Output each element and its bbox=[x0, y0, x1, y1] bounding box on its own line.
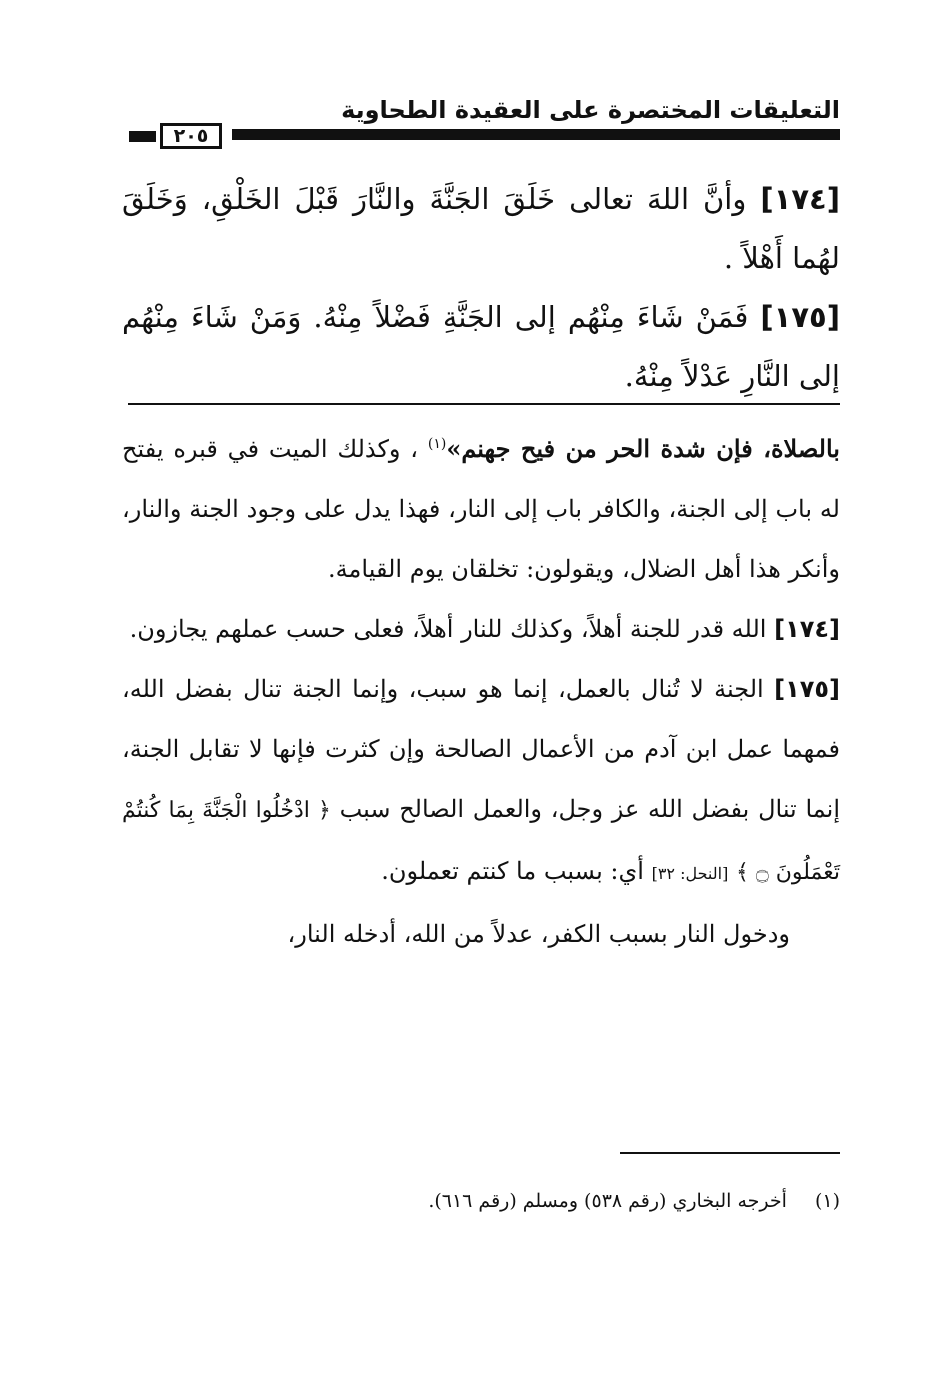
footnote-text: أخرجه البخاري (رقم ٥٣٨) ومسلم (رقم ٦١٦). bbox=[428, 1190, 787, 1212]
footnote-marker: (١) bbox=[814, 1190, 840, 1212]
verse-citation: [النحل: ٣٢] bbox=[651, 864, 729, 883]
commentary-text bbox=[122, 414, 840, 964]
commentary-paragraph-174 bbox=[122, 599, 840, 659]
commentary-line: الله قدر للجنة أهلاً، وكذلك للنار أهلاً، فعلى حسب عملهم يجازون. bbox=[129, 615, 767, 643]
footnote-rule bbox=[620, 1152, 840, 1154]
matn-text bbox=[122, 170, 840, 406]
hadith-quote: بالصلاة، فإن شدة الحر من فيح جهنم» bbox=[446, 434, 840, 463]
matn-paragraph-175 bbox=[122, 288, 840, 406]
commentary-line: الجنة لا تُنال بالعمل، إنما هو سبب، وإنما الجنة تنال بفضل الله، فمهما عمل ابن آدم من الأعمال الصالحة وإن كثرت فإنها لا تقابل الجنة، إنما تنال بفضل الله عز وجل، والعمل الصالح سبب bbox=[122, 675, 840, 823]
header-rule bbox=[232, 129, 840, 140]
page-number-ornament bbox=[129, 131, 156, 142]
quran-verse: ﴿ ادْخُلُوا الْجَنَّةَ بِمَا كُنتُمْ تَعْمَلُونَ ۝ ﴾ bbox=[122, 798, 840, 885]
commentary-line: ودخول النار بسبب الكفر، عدلاً من الله، أدخله النار، bbox=[287, 920, 790, 948]
commentary-line: ، وكذلك الميت في قبره يفتح له باب إلى الجنة، والكافر باب إلى النار، فهذا يدل على وجود الجنة والنار، وأنكر هذا أهل الضلال، ويقولون: تخلقان يوم القيامة. bbox=[122, 435, 840, 583]
commentary-number: [١٧٤] bbox=[774, 615, 840, 643]
page-number: ٢٠٥ bbox=[160, 123, 222, 149]
commentary-number: [١٧٥] bbox=[774, 675, 840, 703]
footnote-ref[interactable]: (١) bbox=[427, 436, 447, 452]
matn-paragraph-174 bbox=[122, 170, 840, 288]
footnote bbox=[122, 1186, 840, 1216]
section-divider bbox=[128, 403, 840, 405]
commentary-paragraph bbox=[122, 904, 840, 964]
matn-line: فَمَنْ شَاءَ مِنْهُم إلى الجَنَّةِ فَضْلاً مِنْهُ. وَمَنْ شَاءَ مِنْهُم إلى النَّارِ عَدْلاً مِنْهُ. bbox=[122, 300, 840, 393]
running-title: التعليقات المختصرة على العقيدة الطحاوية bbox=[341, 96, 840, 124]
matn-number: [١٧٤] bbox=[760, 182, 841, 216]
matn-number: [١٧٥] bbox=[760, 300, 840, 334]
commentary-line: أي: بسبب ما كنتم تعملون. bbox=[381, 857, 644, 885]
commentary-paragraph-175 bbox=[122, 659, 840, 904]
commentary-paragraph bbox=[122, 414, 840, 599]
matn-line: وأنَّ اللهَ تعالى خَلَقَ الجَنَّةَ والنَّارَ قَبْلَ الخَلْقِ، وَخَلَقَ لهُما أَهْلاً . bbox=[122, 182, 840, 275]
